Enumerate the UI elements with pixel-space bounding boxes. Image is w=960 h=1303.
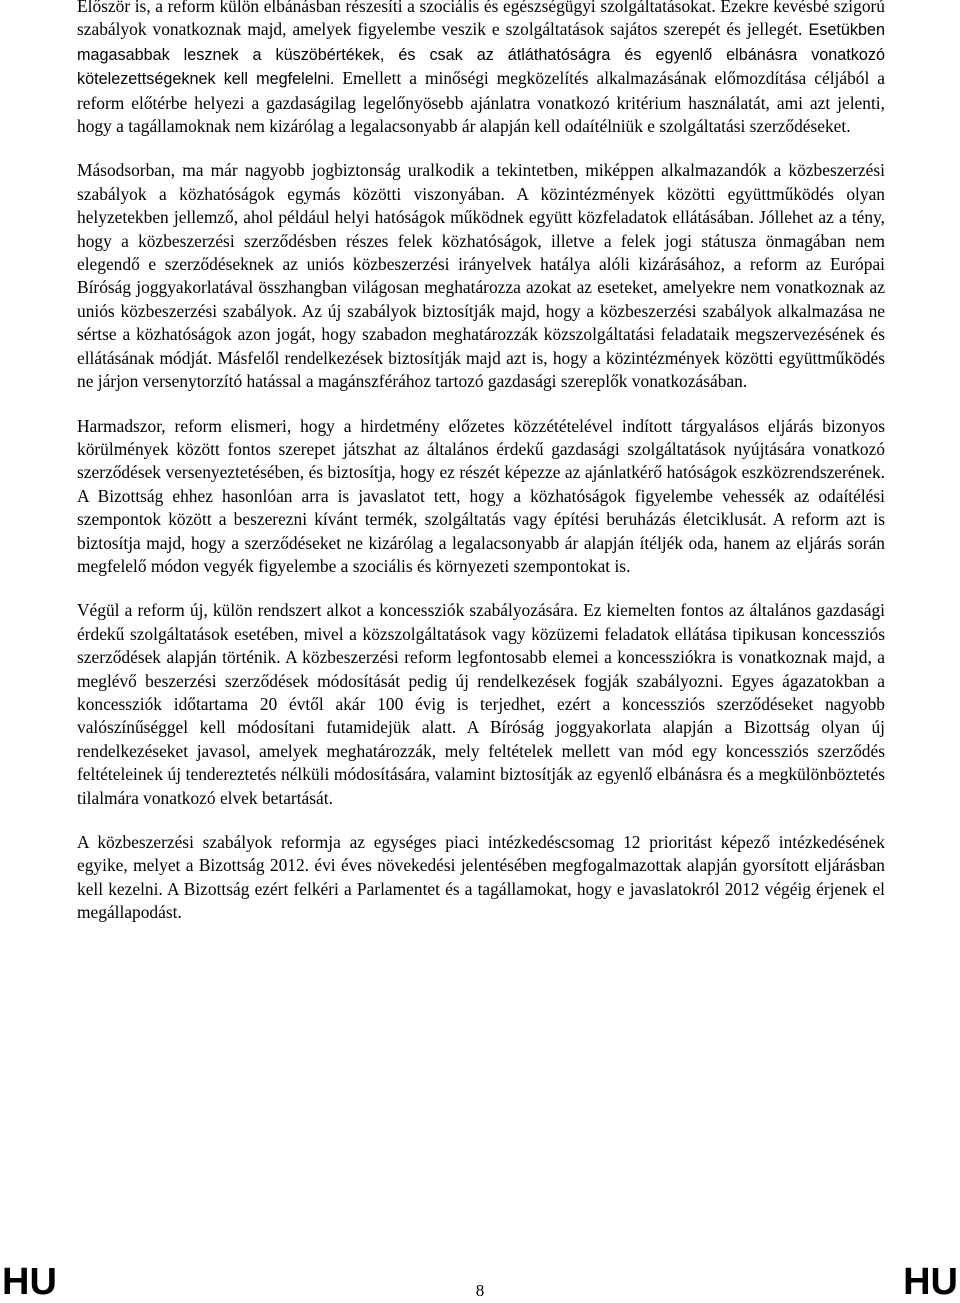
paragraph-2: Másodsorban, ma már nagyobb jogbiztonság uralkodik a tekintetben, miképpen alkalmazandók a közbeszerzési szabályok a közhatóságok egymás közötti viszonyában. A közintézmények közötti együttműködés olyan helyzetekben jellemző, ahol például helyi hatóságok működnek együtt közfeladatok ellátásában. Jóllehet az a tény, hogy a közbeszerzési szerződésben részes felek közhatóságok, illetve a felek jogi státusza önmagában nem elegendő e szerződéseknek az uniós közbeszerzési irányelvek hatálya alóli kizárásához, a reform az Európai Bíróság joggyakorlatával összhangban világosan meghatározza azokat az eseteket, amelyekre nem vonatkoznak az uniós közbeszerzési szabályok. Az új szabályok biztosítják majd, hogy a közbeszerzési szabályok alkalmazása ne sértse a közhatóságok azon jogát, hogy szabadon meghatározzák közszolgáltatási feladataik megszervezésének és ellátásának módját. Másfelől rendelkezések biztosítják majd azt is, hogy a közintézmények közötti együttműködés ne járjon versenytorzító hatással a magánszférához tartozó gazdasági szereplők vonatkozásában. xyxy=(77,160,885,392)
paragraph-3: Harmadszor, reform elismeri, hogy a hirdetmény előzetes közzétételével indított tárgyalásos eljárás bizonyos körülmények között fontos szerepet játszhat az általános érdekű gazdasági szolgáltatások nyújtására vonatkozó szerződések versenyeztetésében, és biztosítja, hogy ez részét képezze az ajánlatkérő hatóságok eszközrendszerének. A Bizottság ehhez hasonlóan arra is javaslatot tett, hogy a közhatóságok figyelembe vehessék az odaítélési szempontok között a beszerezni kívánt termék, szolgáltatás vagy építési beruházás életciklusát. A reform azt is biztosítja majd, hogy a szerződéseket ne kizárólag a legalacsonyabb ár alapján ítéljék oda, hanem az eljárás során megfelelő módon vegyék figyelembe a szociális és környezeti szempontokat is. xyxy=(77,415,885,576)
document-body xyxy=(77,0,885,946)
paragraph-1-sans-sentence: Esetükben magasabbak lesznek a küszöbértékek, és csak az átláthatóságra és egyenlő elbánásra vonatkozó kötelezettségeknek kell megfelelni. xyxy=(77,21,885,89)
footer-language-left: HU xyxy=(2,1261,57,1303)
page-number: 8 xyxy=(475,1281,485,1300)
paragraph-5: A közbeszerzési szabályok reformja az egységes piaci intézkedéscsomag 12 prioritást képező intézkedésének egyike, melyet a Bizottság 2012. évi éves növekedési jelentésében megfogalmazottak alapján gyorsított eljárásban kell kezelni. A Bizottság ezért felkéri a Parlamentet és a tagállamokat, hogy e javaslatokról 2012 végéig érjenek el megállapodást. xyxy=(77,832,885,923)
paragraph-1 xyxy=(77,0,885,138)
paragraph-1-lead: Először is, a reform külön elbánásban részesíti a szociális és egészségügyi szolgáltatásokat. Ezekre kevésbé szigorú szabályok vonatkoznak majd, amelyek figyelembe veszik e szolgáltatások sajátos szerepét és jellegét. xyxy=(77,0,885,40)
paragraph-1-tail: Emellett a minőségi megközelítés alkalmazásának előmozdítása céljából a reform előtérbe helyezi a gazdaságilag legelőnyösebb ajánlatra vonatkozó kritérium használatát, ami azt jelenti, hogy a tagállamoknak nem kizárólag a legalacsonyabb ár alapján kell odaítélniük e szolgáltatási szerződéseket. xyxy=(77,68,885,137)
footer-language-right: HU xyxy=(903,1261,958,1303)
paragraph-4: Végül a reform új, külön rendszert alkot a koncessziók szabályozására. Ez kiemelten fontos az általános gazdasági érdekű szolgáltatások esetében, mivel a közszolgáltatások vagy közüzemi feladatok ellátása tipikusan koncessziós szerződések alapján történik. A közbeszerzési reform legfontosabb elemei a koncessziókra is vonatkoznak majd, a meglévő beszerzési szerződések módosítását pedig új rendelkezések fogják szabályozni. Egyes ágazatokban a koncessziók időtartama 20 évtől akár 100 évig is terjedhet, ezért a koncessziós szerződéseket nagyobb valószínűséggel kell módosítani futamidejük alatt. A Bíróság joggyakorlata alapján a Bizottság olyan új rendelkezéseket javasol, amelyek meghatározzák, mely feltételek mellett van mód egy koncessziós szerződés feltételeinek új tendereztetés nélküli módosítására, valamint biztosítják az egyenlő elbánásra és a megkülönböztetés tilalmára vonatkozó elvek betartását. xyxy=(77,600,885,808)
